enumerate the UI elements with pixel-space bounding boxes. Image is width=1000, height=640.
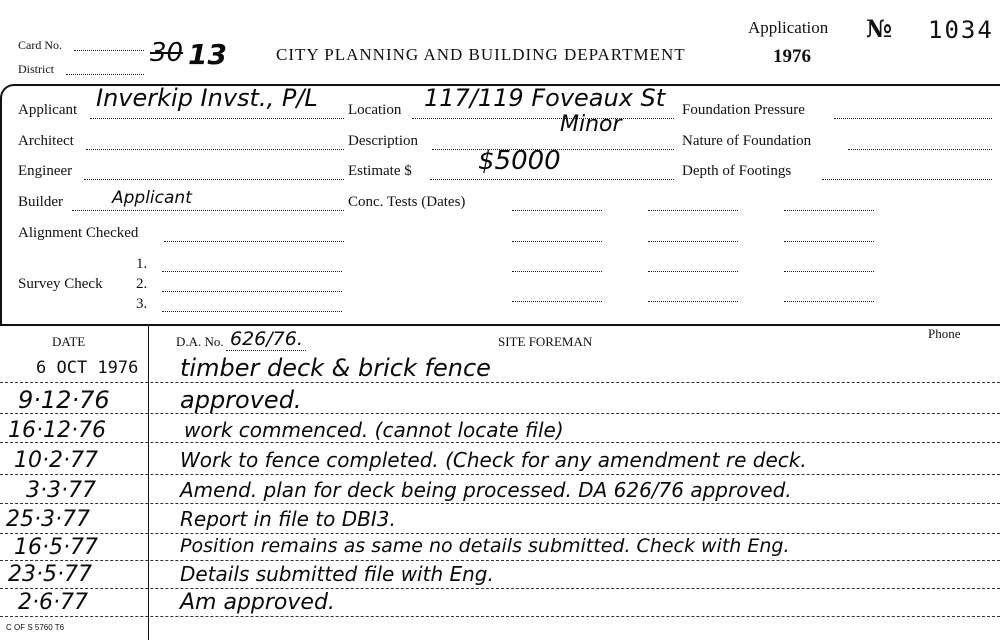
survey-item-3: 3.: [136, 296, 148, 312]
log-row-line: [0, 560, 1000, 561]
site-foreman-label: SITE FOREMAN: [498, 334, 593, 349]
da-no-value: 626/76.: [230, 328, 303, 350]
architect-label: Architect: [18, 133, 74, 149]
conc-line-r1c3: [784, 210, 874, 211]
survey-item-2: 2.: [136, 276, 148, 292]
log-row-5-note: Amend. plan for deck being processed. DA 626/76 approved.: [180, 478, 792, 502]
estimate-label: Estimate $: [348, 163, 412, 179]
card-no-dotted-line: [74, 50, 144, 51]
log-row-line: [0, 533, 1000, 534]
description-value: Minor: [560, 112, 622, 137]
form-code: C OF S 5760 T6: [6, 623, 65, 632]
foundation-pressure-label: Foundation Pressure: [682, 102, 805, 118]
conc-line-r1c2: [648, 210, 738, 211]
log-row-line: [0, 413, 1000, 414]
survey-item-1: 1.: [136, 256, 148, 272]
number-sign: №: [866, 14, 893, 43]
conc-line-r3c2: [648, 271, 738, 272]
applicant-label: Applicant: [18, 102, 78, 118]
conc-line-r2c3: [784, 241, 874, 242]
log-row-9-date: 2·6·77: [18, 590, 88, 615]
foundation-pressure-line: [834, 118, 992, 119]
builder-dotted-line: [72, 210, 344, 211]
conc-line-r3c3: [784, 271, 874, 272]
district-label: District: [18, 62, 54, 76]
log-row-8-date: 23·5·77: [8, 562, 92, 587]
phone-label: Phone: [928, 326, 961, 341]
engineer-dotted-line: [84, 179, 344, 180]
log-row-8-note: Details submitted file with Eng.: [180, 562, 494, 586]
log-row-9-note: Am approved.: [180, 590, 335, 615]
location-value: 117/119 Foveaux St: [424, 84, 666, 112]
alignment-dotted-line: [164, 241, 344, 242]
log-row-2-date: 9·12·76: [18, 386, 110, 414]
log-row-2-note: approved.: [180, 386, 302, 414]
survey-3-line: [162, 311, 342, 312]
department-title: CITY PLANNING AND BUILDING DEPARTMENT: [276, 45, 686, 64]
log-row-4-date: 10·2·77: [14, 448, 98, 473]
log-row-1-note: timber deck & brick fence: [180, 354, 491, 382]
estimate-dotted-line: [430, 179, 674, 180]
district-dotted-line: [66, 74, 144, 75]
builder-label: Builder: [18, 194, 63, 210]
log-row-6-date: 25·3·77: [6, 507, 90, 532]
date-column-divider: [148, 326, 149, 640]
log-row-1-date: 6 OCT 1976: [36, 358, 139, 378]
nature-foundation-label: Nature of Foundation: [682, 133, 812, 149]
engineer-label: Engineer: [18, 163, 73, 179]
log-row-4-note: Work to fence completed. (Check for any amendment re deck.: [180, 448, 807, 472]
application-label: Application: [748, 18, 829, 37]
conc-line-r4c1: [512, 301, 602, 302]
log-row-line: [0, 588, 1000, 589]
log-row-3-date: 16·12·76: [8, 418, 106, 443]
conc-line-r1c1: [512, 210, 602, 211]
card-no-struck-value: 30: [150, 38, 184, 68]
architect-dotted-line: [86, 149, 344, 150]
card-no-label: Card No.: [18, 38, 62, 52]
estimate-value: $5000: [478, 146, 561, 176]
date-column-header: DATE: [52, 334, 86, 349]
log-row-line: [0, 442, 1000, 443]
da-no-line: [226, 350, 306, 351]
conc-line-r2c2: [648, 241, 738, 242]
applicant-value: Inverkip Invst., P/L: [96, 84, 318, 112]
location-dotted-line: [412, 118, 674, 119]
depth-footings-line: [822, 179, 992, 180]
application-number: 1034: [928, 16, 994, 44]
conc-line-r3c1: [512, 271, 602, 272]
log-row-5-date: 3·3·77: [26, 478, 96, 503]
description-label: Description: [348, 133, 418, 149]
log-row-line: [0, 503, 1000, 504]
log-row-line: [0, 616, 1000, 617]
log-row-line: [0, 382, 1000, 383]
builder-value: Applicant: [112, 188, 192, 208]
log-row-line: [0, 474, 1000, 475]
depth-footings-label: Depth of Footings: [682, 163, 792, 179]
survey-2-line: [162, 291, 342, 292]
log-row-7-note: Position remains as same no details submitted. Check with Eng.: [180, 535, 790, 557]
card-no-value: 13: [188, 38, 227, 71]
log-row-6-note: Report in file to DBI3.: [180, 507, 396, 531]
alignment-checked-label: Alignment Checked: [18, 225, 139, 241]
log-row-3-note: work commenced. (cannot locate file): [184, 418, 564, 442]
application-year: 1976: [773, 46, 811, 67]
conc-line-r4c3: [784, 301, 874, 302]
log-top-rule: [0, 324, 1000, 326]
location-label: Location: [348, 102, 402, 118]
applicant-dotted-line: [90, 118, 344, 119]
log-row-7-date: 16·5·77: [14, 535, 98, 560]
conc-line-r2c1: [512, 241, 602, 242]
survey-check-label: Survey Check: [18, 276, 103, 292]
nature-foundation-line: [848, 149, 992, 150]
survey-1-line: [162, 271, 342, 272]
conc-line-r4c2: [648, 301, 738, 302]
da-no-label: D.A. No.: [176, 334, 224, 349]
conc-tests-label: Conc. Tests (Dates): [348, 194, 466, 210]
